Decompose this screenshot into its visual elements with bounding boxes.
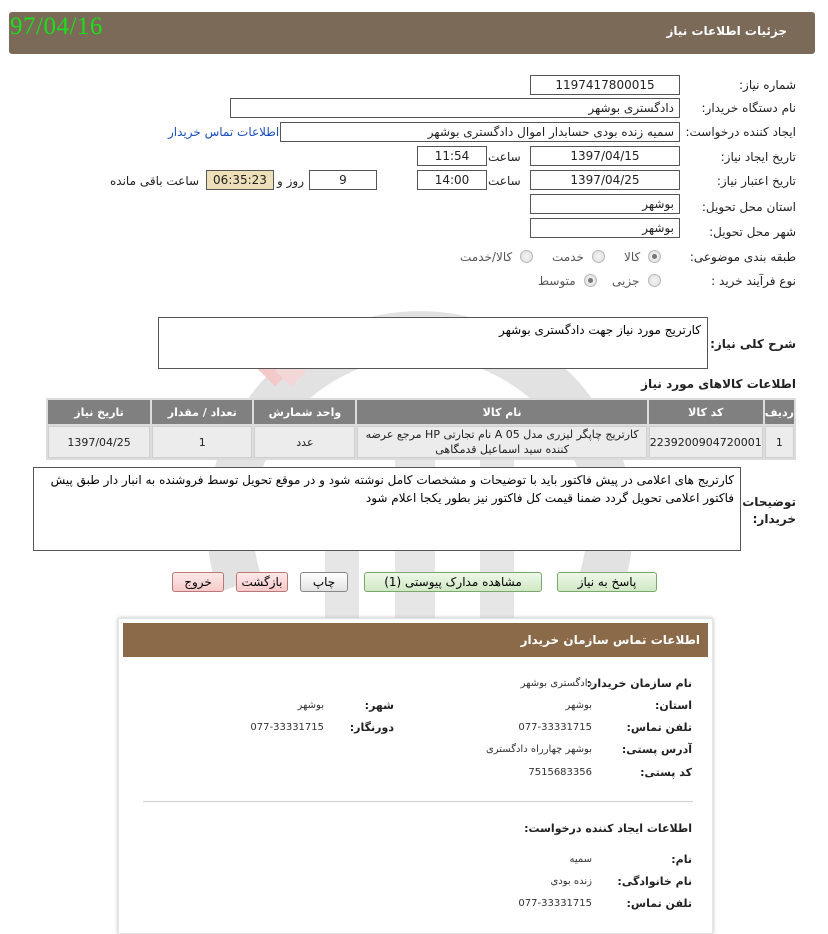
buyer-notes-textarea[interactable]	[33, 467, 741, 551]
process-label: نوع فرآیند خرید :	[711, 274, 796, 288]
category-option-goods: کالا	[624, 250, 641, 264]
col-name: نام کالا	[357, 400, 646, 424]
cell-qty: 1	[152, 426, 252, 458]
category-option-goods-service: کالا/خدمت	[460, 250, 513, 264]
contact-address-value: بوشهر چهارراه دادگستری	[485, 744, 592, 755]
creator-section-title: اطلاعات ایجاد کننده درخواست:	[524, 822, 692, 835]
page-title: جزئیات اطلاعات نیاز	[666, 24, 787, 38]
buyer-org-label: نام دستگاه خریدار:	[701, 101, 796, 115]
description-label: شرح کلی نیاز:	[710, 337, 796, 351]
time-remaining-field[interactable]: 06:35:23	[206, 170, 274, 190]
col-date: تاریخ نیاز	[48, 400, 150, 424]
province-field[interactable]: بوشهر	[530, 194, 680, 214]
contact-province-label: استان:	[655, 699, 692, 712]
buyer-contact-link[interactable]: اطلاعات تماس خریدار	[168, 125, 280, 139]
cell-name: کارتریج چاپگر لیزری مدل A 05 نام تجارتی HP مرجع عرضه کننده سید اسماعیل قدمگاهی	[357, 426, 646, 458]
creator-phone-value: 077-33331715	[518, 898, 592, 909]
creator-label: ایجاد کننده درخواست:	[685, 125, 796, 139]
contact-panel	[118, 618, 713, 934]
contact-panel-header	[123, 623, 708, 657]
contact-city-value: بوشهر	[297, 700, 324, 711]
contact-phone-value: 077-33331715	[518, 722, 592, 733]
table-row	[48, 426, 794, 458]
process-radio-medium[interactable]	[584, 274, 597, 287]
contact-org-label: نام سازمان خریدار:	[586, 677, 692, 690]
cell-code: 2239200904720001	[649, 426, 763, 458]
date-stamp: 97/04/16	[10, 13, 103, 40]
created-time-label: ساعت	[488, 150, 521, 164]
page-header	[9, 12, 815, 54]
category-radio-service[interactable]	[592, 250, 605, 263]
creator-phone-label: تلفن تماس:	[626, 897, 692, 910]
contact-fax-value: 077-33331715	[250, 722, 324, 733]
goods-table	[46, 398, 796, 460]
col-index: ردیف	[765, 400, 794, 424]
process-radio-minor[interactable]	[648, 274, 661, 287]
description-textarea[interactable]	[158, 317, 708, 369]
valid-time-field[interactable]: 14:00	[417, 170, 487, 190]
contact-org-value: دادگستری بوشهر	[520, 678, 592, 689]
contact-address-label: آدرس پستی:	[621, 743, 692, 756]
process-option-medium: متوسط	[538, 274, 576, 288]
view-attachments-button[interactable]: مشاهده مدارک پیوستی (1)	[364, 572, 542, 592]
category-radio-goods-service[interactable]	[520, 250, 533, 263]
created-date-label: تاریخ ایجاد نیاز:	[720, 150, 796, 164]
valid-date-label: تاریخ اعتبار نیاز:	[716, 174, 796, 188]
contact-province-value: بوشهر	[565, 700, 592, 711]
process-option-minor: جزیی	[612, 274, 640, 288]
goods-section-title: اطلاعات کالاهای مورد نیاز	[641, 377, 796, 391]
back-button[interactable]: بازگشت	[236, 572, 288, 592]
need-number-label: شماره نیاز:	[739, 78, 796, 92]
category-radio-goods[interactable]	[648, 250, 661, 263]
creator-field[interactable]: سمیه زنده بودی حسابدار اموال دادگستری بوشهر	[280, 122, 680, 142]
col-unit: واحد شمارش	[254, 400, 355, 424]
cell-unit: عدد	[254, 426, 355, 458]
city-field[interactable]: بوشهر	[530, 218, 680, 238]
contact-fax-label: دورنگار:	[349, 721, 394, 734]
province-label: استان محل تحویل:	[701, 200, 796, 214]
contact-phone-label: تلفن تماس:	[626, 721, 692, 734]
contact-panel-title: اطلاعات تماس سازمان خریدار	[520, 633, 700, 647]
buyer-org-field[interactable]: دادگستری بوشهر	[230, 98, 680, 118]
print-button[interactable]: چاپ	[300, 572, 348, 592]
contact-postal-label: کد پستی:	[640, 766, 692, 779]
valid-time-label: ساعت	[488, 174, 521, 188]
reply-button[interactable]: پاسخ به نیاز	[557, 572, 657, 592]
created-time-field[interactable]: 11:54	[417, 146, 487, 166]
exit-button[interactable]: خروج	[172, 572, 224, 592]
days-remaining-field[interactable]: 9	[309, 170, 377, 190]
created-date-field[interactable]: 1397/04/15	[530, 146, 680, 166]
time-remaining-label: ساعت باقی مانده	[110, 174, 200, 188]
category-label: طبقه بندی موضوعی:	[689, 250, 796, 264]
creator-last-name-label: نام خانوادگی:	[617, 875, 692, 888]
creator-first-name-value: سمیه	[569, 854, 592, 865]
contact-city-label: شهر:	[364, 699, 394, 712]
contact-postal-value: 7515683356	[528, 767, 592, 778]
divider	[143, 801, 693, 802]
col-qty: تعداد / مقدار	[152, 400, 252, 424]
need-number-field[interactable]: 1197417800015	[530, 75, 680, 95]
creator-last-name-value: زنده بودی	[550, 876, 592, 887]
category-option-service: خدمت	[552, 250, 584, 264]
buyer-notes-label: توضیحات خریدار:	[742, 495, 796, 526]
col-code: کد کالا	[649, 400, 763, 424]
valid-date-field[interactable]: 1397/04/25	[530, 170, 680, 190]
city-label: شهر محل تحویل:	[709, 225, 796, 239]
days-label: روز و	[277, 174, 304, 188]
cell-date: 1397/04/25	[48, 426, 150, 458]
cell-index: 1	[765, 426, 794, 458]
creator-first-name-label: نام:	[671, 853, 692, 866]
